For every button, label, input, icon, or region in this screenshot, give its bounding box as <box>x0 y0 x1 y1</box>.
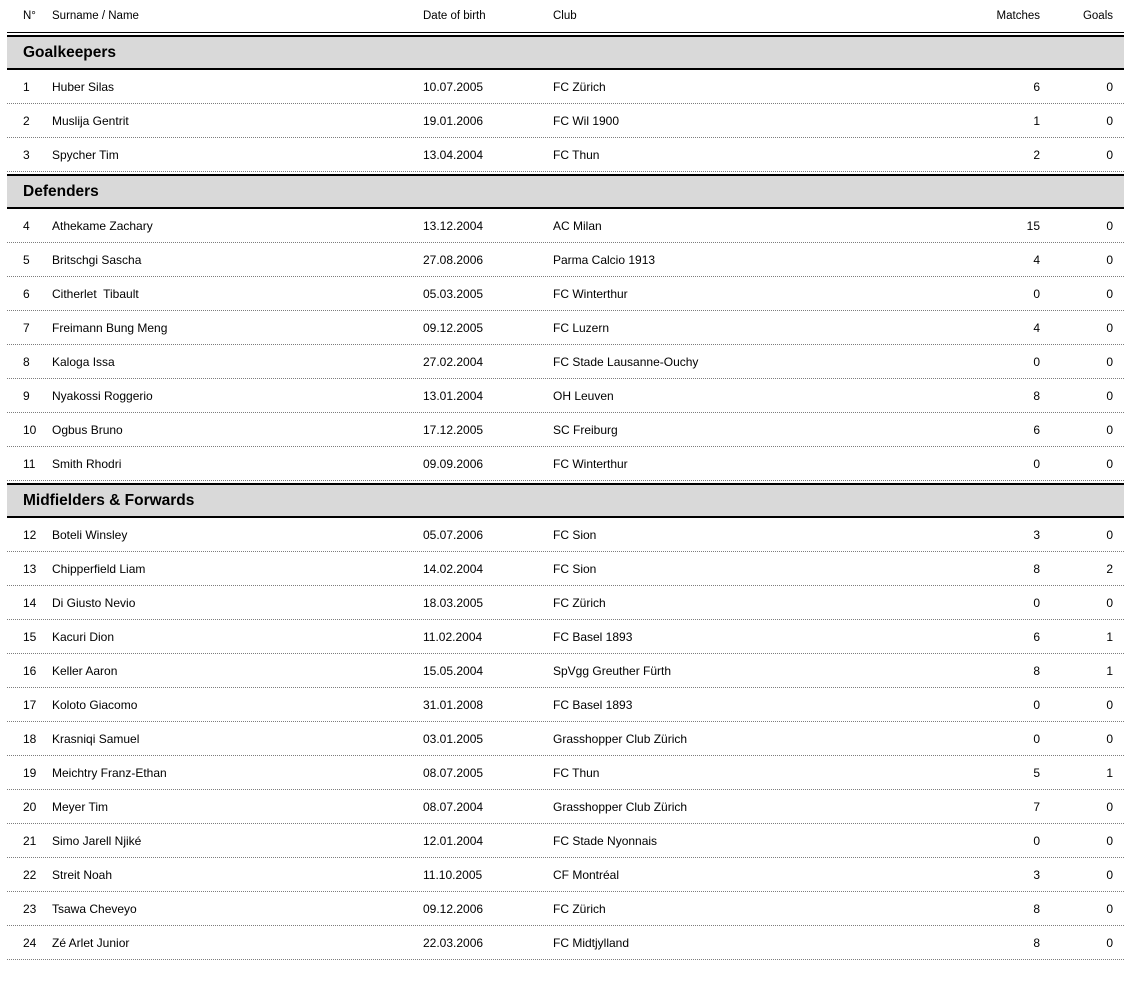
player-club-cell: FC Midtjylland <box>553 935 630 950</box>
player-dob-cell: 19.01.2006 <box>423 113 484 128</box>
player-number-cell: 7 <box>23 320 30 335</box>
player-number-cell: 6 <box>23 286 30 301</box>
player-dob-cell: 17.12.2005 <box>423 422 484 437</box>
player-goals-cell: 0 <box>1106 935 1113 950</box>
player-dob-cell: 08.07.2004 <box>423 799 484 814</box>
player-row <box>7 209 1124 243</box>
player-name-cell: Meichtry Franz-Ethan <box>52 765 167 780</box>
player-goals-cell: 0 <box>1106 320 1113 335</box>
player-club-cell: FC Zürich <box>553 595 606 610</box>
player-number-cell: 18 <box>23 731 37 746</box>
player-matches-cell: 8 <box>1033 388 1040 403</box>
player-matches-cell: 2 <box>1033 147 1040 162</box>
player-row <box>7 311 1124 345</box>
section-header-defenders <box>7 174 1124 209</box>
section-header-goalkeepers <box>7 35 1124 70</box>
player-name-cell: Meyer Tim <box>52 799 109 814</box>
section-title: Goalkeepers <box>23 43 117 61</box>
player-number-cell: 24 <box>23 935 37 950</box>
player-goals-cell: 0 <box>1106 113 1113 128</box>
player-number-cell: 5 <box>23 252 30 267</box>
player-number-cell: 13 <box>23 561 37 576</box>
player-club-cell: FC Wil 1900 <box>553 113 620 128</box>
player-dob-cell: 10.07.2005 <box>423 79 484 94</box>
player-row <box>7 413 1124 447</box>
player-dob-cell: 22.03.2006 <box>423 935 484 950</box>
player-club-cell: FC Zürich <box>553 79 606 94</box>
player-row <box>7 756 1124 790</box>
player-club-cell: CF Montréal <box>553 867 620 882</box>
player-number-cell: 19 <box>23 765 37 780</box>
player-goals-cell: 0 <box>1106 527 1113 542</box>
player-club-cell: FC Luzern <box>553 320 610 335</box>
player-goals-cell: 0 <box>1106 799 1113 814</box>
player-row <box>7 379 1124 413</box>
player-club-cell: Grasshopper Club Zürich <box>553 799 688 814</box>
player-name-cell: Zé Arlet Junior <box>52 935 130 950</box>
player-dob-cell: 09.09.2006 <box>423 456 484 471</box>
player-name-cell: Di Giusto Nevio <box>52 595 136 610</box>
player-number-cell: 1 <box>23 79 30 94</box>
player-number-cell: 8 <box>23 354 30 369</box>
player-club-cell: FC Sion <box>553 561 597 576</box>
player-row <box>7 277 1124 311</box>
player-row <box>7 654 1124 688</box>
player-dob-cell: 09.12.2005 <box>423 320 484 335</box>
player-matches-cell: 4 <box>1033 320 1040 335</box>
player-row <box>7 824 1124 858</box>
player-dob-cell: 15.05.2004 <box>423 663 484 678</box>
player-matches-cell: 3 <box>1033 867 1040 882</box>
player-dob-cell: 08.07.2005 <box>423 765 484 780</box>
player-row <box>7 447 1124 481</box>
player-goals-cell: 1 <box>1106 663 1113 678</box>
player-club-cell: FC Winterthur <box>553 456 628 471</box>
player-matches-cell: 0 <box>1033 286 1040 301</box>
player-number-cell: 17 <box>23 697 37 712</box>
player-club-cell: FC Basel 1893 <box>553 629 633 644</box>
player-matches-cell: 1 <box>1033 113 1040 128</box>
player-number-cell: 11 <box>23 456 36 471</box>
player-matches-cell: 5 <box>1033 765 1040 780</box>
player-matches-cell: 8 <box>1033 561 1040 576</box>
player-dob-cell: 31.01.2008 <box>423 697 484 712</box>
player-dob-cell: 12.01.2004 <box>423 833 484 848</box>
player-name-cell: Boteli Winsley <box>52 527 128 542</box>
player-goals-cell: 0 <box>1106 252 1113 267</box>
player-row <box>7 892 1124 926</box>
player-goals-cell: 0 <box>1106 901 1113 916</box>
player-dob-cell: 05.07.2006 <box>423 527 484 542</box>
column-header-goals: Goals <box>1082 10 1113 22</box>
player-name-cell: Freimann Bung Meng <box>52 320 168 335</box>
player-goals-cell: 0 <box>1106 731 1113 746</box>
player-dob-cell: 27.02.2004 <box>423 354 484 369</box>
player-goals-cell: 0 <box>1106 147 1113 162</box>
squad-roster-table <box>7 0 1124 960</box>
player-matches-cell: 0 <box>1033 354 1040 369</box>
player-club-cell: FC Thun <box>553 147 600 162</box>
player-row <box>7 243 1124 277</box>
player-number-cell: 9 <box>23 388 30 403</box>
player-goals-cell: 0 <box>1106 218 1113 233</box>
player-number-cell: 10 <box>23 422 37 437</box>
player-name-cell: Nyakossi Roggerio <box>52 388 153 403</box>
player-goals-cell: 0 <box>1106 388 1113 403</box>
player-matches-cell: 8 <box>1033 663 1040 678</box>
player-club-cell: Grasshopper Club Zürich <box>553 731 688 746</box>
player-name-cell: Britschgi Sascha <box>52 252 142 267</box>
player-name-cell: Krasniqi Samuel <box>52 731 140 746</box>
column-header-row <box>7 0 1124 33</box>
player-matches-cell: 7 <box>1033 799 1040 814</box>
player-row <box>7 345 1124 379</box>
player-club-cell: OH Leuven <box>553 388 614 403</box>
player-dob-cell: 09.12.2006 <box>423 901 484 916</box>
player-name-cell: Koloto Giacomo <box>52 697 138 712</box>
player-row <box>7 722 1124 756</box>
player-club-cell: Parma Calcio 1913 <box>553 252 656 267</box>
player-goals-cell: 0 <box>1106 79 1113 94</box>
player-row <box>7 586 1124 620</box>
player-club-cell: FC Thun <box>553 765 600 780</box>
player-matches-cell: 0 <box>1033 731 1040 746</box>
player-dob-cell: 27.08.2006 <box>423 252 484 267</box>
player-row <box>7 518 1124 552</box>
player-name-cell: Smith Rhodri <box>52 456 122 471</box>
player-club-cell: FC Stade Nyonnais <box>553 833 658 848</box>
player-row <box>7 858 1124 892</box>
player-goals-cell: 1 <box>1106 629 1113 644</box>
player-dob-cell: 14.02.2004 <box>423 561 484 576</box>
player-row <box>7 620 1124 654</box>
player-number-cell: 3 <box>23 147 30 162</box>
section-title: Midfielders & Forwards <box>23 491 195 509</box>
player-club-cell: FC Stade Lausanne-Ouchy <box>553 354 699 369</box>
player-dob-cell: 11.10.2005 <box>423 867 483 882</box>
player-club-cell: FC Zürich <box>553 901 606 916</box>
player-name-cell: Huber Silas <box>52 79 115 94</box>
player-goals-cell: 0 <box>1106 697 1113 712</box>
player-number-cell: 4 <box>23 218 30 233</box>
player-club-cell: SpVgg Greuther Fürth <box>553 663 672 678</box>
player-matches-cell: 6 <box>1033 79 1040 94</box>
player-name-cell: Tsawa Cheveyo <box>52 901 137 916</box>
player-number-cell: 20 <box>23 799 37 814</box>
player-goals-cell: 0 <box>1106 595 1113 610</box>
player-row <box>7 138 1124 172</box>
player-dob-cell: 13.01.2004 <box>423 388 484 403</box>
player-row <box>7 104 1124 138</box>
player-dob-cell: 03.01.2005 <box>423 731 484 746</box>
player-name-cell: Simo Jarell Njiké <box>52 833 142 848</box>
player-name-cell: Athekame Zachary <box>52 218 153 233</box>
player-row <box>7 926 1124 960</box>
player-goals-cell: 0 <box>1106 354 1113 369</box>
player-club-cell: SC Freiburg <box>553 422 618 437</box>
player-dob-cell: 18.03.2005 <box>423 595 484 610</box>
player-goals-cell: 0 <box>1106 286 1113 301</box>
player-matches-cell: 3 <box>1033 527 1040 542</box>
player-goals-cell: 1 <box>1106 765 1113 780</box>
player-row <box>7 552 1124 586</box>
player-goals-cell: 0 <box>1106 456 1113 471</box>
player-number-cell: 15 <box>23 629 37 644</box>
column-header-surname-name: Surname / Name <box>52 10 139 22</box>
player-row <box>7 688 1124 722</box>
player-name-cell: Keller Aaron <box>52 663 118 678</box>
player-number-cell: 23 <box>23 901 37 916</box>
player-number-cell: 2 <box>23 113 30 128</box>
player-number-cell: 21 <box>23 833 37 848</box>
player-matches-cell: 6 <box>1033 422 1040 437</box>
player-number-cell: 12 <box>23 527 37 542</box>
column-header-number: N° <box>23 10 36 22</box>
player-goals-cell: 0 <box>1106 833 1113 848</box>
player-matches-cell: 8 <box>1033 901 1040 916</box>
player-row <box>7 70 1124 104</box>
player-matches-cell: 15 <box>1026 218 1040 233</box>
player-name-cell: Chipperfield Liam <box>52 561 146 576</box>
player-name-cell: Kaloga Issa <box>52 354 115 369</box>
player-name-cell: Muslija Gentrit <box>52 113 129 128</box>
player-number-cell: 22 <box>23 867 37 882</box>
player-name-cell: Spycher Tim <box>52 147 119 162</box>
player-dob-cell: 05.03.2005 <box>423 286 484 301</box>
column-header-club: Club <box>553 10 577 22</box>
player-club-cell: FC Winterthur <box>553 286 628 301</box>
player-matches-cell: 0 <box>1033 595 1040 610</box>
player-dob-cell: 13.04.2004 <box>423 147 484 162</box>
section-title: Defenders <box>23 182 99 200</box>
player-club-cell: FC Sion <box>553 527 597 542</box>
section-header-midfielders-forwards <box>7 483 1124 518</box>
column-header-matches: Matches <box>996 10 1040 22</box>
player-name-cell: Ogbus Bruno <box>52 422 123 437</box>
player-matches-cell: 0 <box>1033 697 1040 712</box>
player-matches-cell: 8 <box>1033 935 1040 950</box>
player-number-cell: 14 <box>23 595 37 610</box>
player-club-cell: AC Milan <box>553 218 602 233</box>
player-dob-cell: 11.02.2004 <box>423 629 483 644</box>
player-dob-cell: 13.12.2004 <box>423 218 484 233</box>
player-goals-cell: 0 <box>1106 867 1113 882</box>
column-header-date-of-birth: Date of birth <box>423 10 486 22</box>
player-matches-cell: 0 <box>1033 456 1040 471</box>
player-goals-cell: 2 <box>1106 561 1113 576</box>
player-name-cell: Kacuri Dion <box>52 629 115 644</box>
player-goals-cell: 0 <box>1106 422 1113 437</box>
player-matches-cell: 0 <box>1033 833 1040 848</box>
player-name-cell: Streit Noah <box>52 867 113 882</box>
player-name-cell: Citherlet Tibault <box>52 286 139 301</box>
player-number-cell: 16 <box>23 663 37 678</box>
player-club-cell: FC Basel 1893 <box>553 697 633 712</box>
player-row <box>7 790 1124 824</box>
player-matches-cell: 4 <box>1033 252 1040 267</box>
player-matches-cell: 6 <box>1033 629 1040 644</box>
